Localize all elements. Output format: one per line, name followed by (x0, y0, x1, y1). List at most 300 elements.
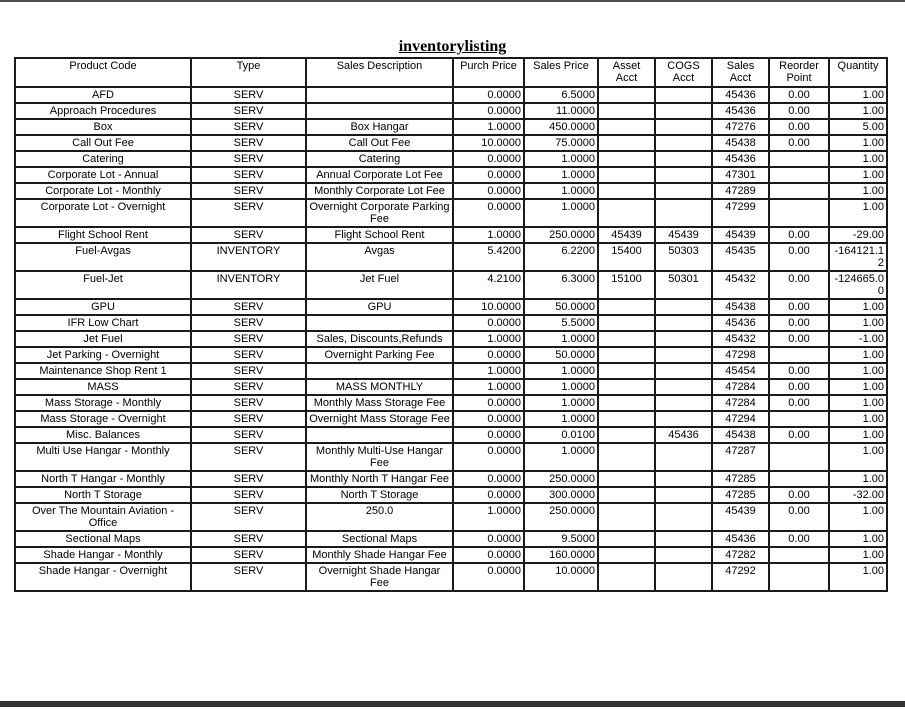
table-cell: 1.00 (829, 87, 887, 103)
column-header: Type (191, 58, 306, 87)
table-cell: 1.00 (829, 363, 887, 379)
table-cell: 10.0000 (453, 135, 524, 151)
table-cell (598, 199, 655, 227)
table-cell: 1.00 (829, 315, 887, 331)
table-cell (598, 487, 655, 503)
table-cell (306, 315, 453, 331)
table-cell: Corporate Lot - Monthly (15, 183, 191, 199)
table-cell: 1.00 (829, 503, 887, 531)
table-cell: Fuel-Avgas (15, 243, 191, 271)
table-cell (598, 395, 655, 411)
table-cell: Corporate Lot - Overnight (15, 199, 191, 227)
table-cell: Flight School Rent (15, 227, 191, 243)
table-cell: 1.0000 (453, 227, 524, 243)
table-row (15, 503, 887, 531)
table-cell: 0.0000 (453, 563, 524, 591)
table-cell: Multi Use Hangar - Monthly (15, 443, 191, 471)
table-cell: SERV (191, 103, 306, 119)
table-cell: Monthly Mass Storage Fee (306, 395, 453, 411)
table-cell: 1.00 (829, 531, 887, 547)
table-cell: 0.0000 (453, 471, 524, 487)
table-cell: 450.0000 (524, 119, 598, 135)
table-cell (598, 379, 655, 395)
table-cell: 45439 (712, 227, 769, 243)
table-cell: 50.0000 (524, 347, 598, 363)
table-cell: 50301 (655, 271, 712, 299)
table-cell (655, 151, 712, 167)
table-cell (598, 443, 655, 471)
table-cell: Maintenance Shop Rent 1 (15, 363, 191, 379)
table-cell: 10.0000 (453, 299, 524, 315)
table-cell (769, 183, 829, 199)
table-cell: SERV (191, 471, 306, 487)
page-bottom-edge (0, 701, 905, 707)
table-cell: SERV (191, 547, 306, 563)
table-cell: 1.00 (829, 135, 887, 151)
table-cell: 1.0000 (524, 151, 598, 167)
table-cell: Jet Fuel (306, 271, 453, 299)
table-cell (769, 471, 829, 487)
table-cell: 45436 (655, 427, 712, 443)
page-top-edge (0, 0, 905, 2)
table-cell: Catering (306, 151, 453, 167)
table-cell: MASS (15, 379, 191, 395)
table-cell: 0.0000 (453, 167, 524, 183)
table-cell: 45436 (712, 87, 769, 103)
table-cell: 1.00 (829, 563, 887, 591)
table-cell: SERV (191, 503, 306, 531)
table-cell: SERV (191, 395, 306, 411)
table-cell (769, 411, 829, 427)
table-cell: 5.00 (829, 119, 887, 135)
table-cell: 1.0000 (453, 363, 524, 379)
table-cell: 6.5000 (524, 87, 598, 103)
column-header: Quantity (829, 58, 887, 87)
table-cell: 1.00 (829, 347, 887, 363)
table-row (15, 103, 887, 119)
table-cell: 45436 (712, 315, 769, 331)
table-cell: SERV (191, 119, 306, 135)
table-cell: 0.0000 (453, 347, 524, 363)
table-cell (598, 183, 655, 199)
table-cell: 1.0000 (524, 331, 598, 347)
table-cell (598, 363, 655, 379)
table-cell: 0.00 (769, 427, 829, 443)
table-cell: 45432 (712, 331, 769, 347)
table-cell: 0.0000 (453, 87, 524, 103)
table-cell: Jet Parking - Overnight (15, 347, 191, 363)
table-row (15, 379, 887, 395)
table-cell (655, 135, 712, 151)
table-cell: -1.00 (829, 331, 887, 347)
table-cell (655, 503, 712, 531)
table-cell: -124665.00 (829, 271, 887, 299)
table-cell (655, 167, 712, 183)
page-title: inventorylisting (398, 38, 507, 55)
table-row (15, 427, 887, 443)
table-cell: 45438 (712, 299, 769, 315)
table-cell: INVENTORY (191, 271, 306, 299)
table-cell (769, 547, 829, 563)
table-cell (655, 119, 712, 135)
table-cell: SERV (191, 151, 306, 167)
table-row (15, 395, 887, 411)
table-cell (769, 443, 829, 471)
table-cell: 250.0000 (524, 227, 598, 243)
table-row (15, 347, 887, 363)
table-cell (769, 151, 829, 167)
table-cell: 0.00 (769, 243, 829, 271)
table-cell: 1.0000 (453, 119, 524, 135)
table-cell: SERV (191, 315, 306, 331)
table-row (15, 199, 887, 227)
column-header: COGS Acct (655, 58, 712, 87)
table-cell: 1.00 (829, 167, 887, 183)
table-cell: 0.00 (769, 363, 829, 379)
table-cell: 0.0000 (453, 547, 524, 563)
table-cell: 0.00 (769, 135, 829, 151)
table-cell: SERV (191, 299, 306, 315)
table-cell: 0.0000 (453, 411, 524, 427)
table-cell: 0.0000 (453, 427, 524, 443)
table-cell: 1.00 (829, 411, 887, 427)
table-cell: 250.0000 (524, 503, 598, 531)
table-cell: 4.2100 (453, 271, 524, 299)
table-cell: 47298 (712, 347, 769, 363)
table-cell: 0.00 (769, 271, 829, 299)
table-cell: Overnight Mass Storage Fee (306, 411, 453, 427)
column-header: Product Code (15, 58, 191, 87)
table-row (15, 167, 887, 183)
table-row (15, 547, 887, 563)
table-cell: 300.0000 (524, 487, 598, 503)
table-cell: IFR Low Chart (15, 315, 191, 331)
table-cell (655, 103, 712, 119)
table-cell (655, 395, 712, 411)
table-cell: North T Storage (15, 487, 191, 503)
table-cell: SERV (191, 199, 306, 227)
table-cell: 47282 (712, 547, 769, 563)
table-cell: 1.00 (829, 471, 887, 487)
table-cell: SERV (191, 487, 306, 503)
table-cell (655, 547, 712, 563)
table-cell (655, 563, 712, 591)
table-cell: GPU (15, 299, 191, 315)
table-cell (655, 87, 712, 103)
table-cell: 1.0000 (524, 167, 598, 183)
table-cell (306, 363, 453, 379)
table-cell: 47294 (712, 411, 769, 427)
table-cell: SERV (191, 411, 306, 427)
table-cell (598, 331, 655, 347)
table-cell: Flight School Rent (306, 227, 453, 243)
table-cell: SERV (191, 183, 306, 199)
table-cell: Overnight Shade Hangar Fee (306, 563, 453, 591)
table-cell (655, 411, 712, 427)
table-cell: 0.00 (769, 119, 829, 135)
table-cell: Call Out Fee (15, 135, 191, 151)
table-cell: SERV (191, 379, 306, 395)
table-row (15, 243, 887, 271)
table-cell (598, 151, 655, 167)
table-cell: Over The Mountain Aviation - Office (15, 503, 191, 531)
table-cell: North T Hangar - Monthly (15, 471, 191, 487)
table-cell: 1.00 (829, 183, 887, 199)
table-cell: MASS MONTHLY (306, 379, 453, 395)
table-cell: 1.0000 (524, 379, 598, 395)
table-cell (655, 331, 712, 347)
table-cell: Sectional Maps (306, 531, 453, 547)
table-cell (306, 427, 453, 443)
table-row (15, 315, 887, 331)
table-cell: 50.0000 (524, 299, 598, 315)
table-cell (598, 119, 655, 135)
table-cell: 10.0000 (524, 563, 598, 591)
table-row (15, 471, 887, 487)
table-cell: 45436 (712, 531, 769, 547)
table-cell: AFD (15, 87, 191, 103)
table-cell: 1.0000 (453, 331, 524, 347)
table-cell: 0.0000 (453, 315, 524, 331)
table-cell: 0.00 (769, 227, 829, 243)
table-cell: 47284 (712, 395, 769, 411)
table-cell: 1.00 (829, 395, 887, 411)
table-cell: SERV (191, 331, 306, 347)
table-row (15, 411, 887, 427)
column-header: Purch Price (453, 58, 524, 87)
table-cell: SERV (191, 227, 306, 243)
table-cell: SERV (191, 167, 306, 183)
table-cell: SERV (191, 427, 306, 443)
table-cell: 45432 (712, 271, 769, 299)
table-cell (598, 135, 655, 151)
table-cell: 0.00 (769, 503, 829, 531)
table-cell: 6.3000 (524, 271, 598, 299)
table-cell: -164121.12 (829, 243, 887, 271)
table-cell (655, 531, 712, 547)
table-cell: INVENTORY (191, 243, 306, 271)
table-cell: Shade Hangar - Monthly (15, 547, 191, 563)
column-header: Asset Acct (598, 58, 655, 87)
table-cell: 50303 (655, 243, 712, 271)
table-cell: Box Hangar (306, 119, 453, 135)
table-cell: 45435 (712, 243, 769, 271)
table-cell: Fuel-Jet (15, 271, 191, 299)
table-cell: 1.00 (829, 443, 887, 471)
table-cell: 160.0000 (524, 547, 598, 563)
table-cell: 1.0000 (524, 199, 598, 227)
table-cell: 0.00 (769, 487, 829, 503)
table-cell: 0.00 (769, 395, 829, 411)
table-row (15, 563, 887, 591)
table-cell: Call Out Fee (306, 135, 453, 151)
table-cell: 45439 (598, 227, 655, 243)
inventory-table-body (15, 87, 887, 591)
table-row (15, 331, 887, 347)
table-cell: 45436 (712, 151, 769, 167)
table-cell (598, 547, 655, 563)
table-cell: Sectional Maps (15, 531, 191, 547)
table-cell: GPU (306, 299, 453, 315)
table-cell: 9.5000 (524, 531, 598, 547)
table-row (15, 443, 887, 471)
column-header: Sales Acct (712, 58, 769, 87)
table-row (15, 363, 887, 379)
table-cell (306, 87, 453, 103)
table-cell: 45454 (712, 363, 769, 379)
table-cell: 15400 (598, 243, 655, 271)
table-row (15, 487, 887, 503)
table-row (15, 183, 887, 199)
table-cell: -29.00 (829, 227, 887, 243)
table-header-row (15, 58, 887, 87)
table-cell: Catering (15, 151, 191, 167)
table-cell: 5.5000 (524, 315, 598, 331)
table-cell: 0.0000 (453, 531, 524, 547)
table-cell: 0.0000 (453, 103, 524, 119)
table-cell: 0.0000 (453, 199, 524, 227)
column-header: Reorder Point (769, 58, 829, 87)
table-cell: 47284 (712, 379, 769, 395)
table-cell: Monthly Corporate Lot Fee (306, 183, 453, 199)
table-cell: 0.00 (769, 531, 829, 547)
table-cell: Avgas (306, 243, 453, 271)
table-cell (598, 427, 655, 443)
table-row (15, 271, 887, 299)
table-cell: 0.0100 (524, 427, 598, 443)
table-cell (598, 103, 655, 119)
table-cell: 45439 (655, 227, 712, 243)
table-row (15, 119, 887, 135)
table-cell: 47292 (712, 563, 769, 591)
table-cell (655, 299, 712, 315)
table-row (15, 299, 887, 315)
table-cell (598, 315, 655, 331)
table-cell: SERV (191, 135, 306, 151)
table-cell: 45439 (712, 503, 769, 531)
table-cell (655, 347, 712, 363)
table-cell: 11.0000 (524, 103, 598, 119)
table-cell: 0.0000 (453, 395, 524, 411)
table-cell (598, 503, 655, 531)
table-cell: SERV (191, 87, 306, 103)
table-cell (769, 347, 829, 363)
table-cell: Overnight Parking Fee (306, 347, 453, 363)
table-cell (769, 199, 829, 227)
table-cell: 0.00 (769, 379, 829, 395)
table-row (15, 151, 887, 167)
table-cell (655, 183, 712, 199)
table-cell: 47276 (712, 119, 769, 135)
table-cell: 0.00 (769, 299, 829, 315)
table-cell (655, 315, 712, 331)
table-cell (655, 199, 712, 227)
table-cell (598, 411, 655, 427)
table-cell: SERV (191, 363, 306, 379)
table-cell: -32.00 (829, 487, 887, 503)
table-cell: 6.2200 (524, 243, 598, 271)
table-cell: 0.0000 (453, 487, 524, 503)
table-cell (655, 363, 712, 379)
table-cell: 0.0000 (453, 443, 524, 471)
table-cell: Box (15, 119, 191, 135)
table-cell (598, 347, 655, 363)
table-cell: 15100 (598, 271, 655, 299)
table-cell: 1.0000 (453, 503, 524, 531)
table-cell (598, 563, 655, 591)
table-cell: 1.00 (829, 199, 887, 227)
table-cell (655, 487, 712, 503)
table-cell: 0.00 (769, 315, 829, 331)
table-cell (598, 167, 655, 183)
table-cell: 0.00 (769, 103, 829, 119)
table-cell: 1.0000 (524, 363, 598, 379)
table-cell: Annual Corporate Lot Fee (306, 167, 453, 183)
table-cell: 45438 (712, 135, 769, 151)
table-cell: 1.00 (829, 427, 887, 443)
table-cell: 1.0000 (524, 395, 598, 411)
table-cell: 1.00 (829, 547, 887, 563)
table-cell: 1.0000 (524, 443, 598, 471)
table-cell: 47285 (712, 471, 769, 487)
table-cell: 47285 (712, 487, 769, 503)
column-header: Sales Price (524, 58, 598, 87)
table-cell: 250.0 (306, 503, 453, 531)
table-cell: 1.00 (829, 299, 887, 315)
table-cell (769, 563, 829, 591)
table-cell: SERV (191, 563, 306, 591)
table-row (15, 135, 887, 151)
table-cell: 0.00 (769, 331, 829, 347)
table-cell: 5.4200 (453, 243, 524, 271)
table-cell (598, 87, 655, 103)
table-cell: 0.0000 (453, 151, 524, 167)
table-cell: Monthly Shade Hangar Fee (306, 547, 453, 563)
table-cell: 250.0000 (524, 471, 598, 487)
table-cell: Overnight Corporate Parking Fee (306, 199, 453, 227)
table-cell: 1.0000 (524, 183, 598, 199)
table-row (15, 531, 887, 547)
table-cell: 75.0000 (524, 135, 598, 151)
table-cell: Mass Storage - Monthly (15, 395, 191, 411)
table-row (15, 227, 887, 243)
table-cell: Monthly Multi-Use Hangar Fee (306, 443, 453, 471)
table-cell: Mass Storage - Overnight (15, 411, 191, 427)
table-cell: 1.0000 (453, 379, 524, 395)
table-cell (655, 471, 712, 487)
table-cell: Misc. Balances (15, 427, 191, 443)
table-cell: North T Storage (306, 487, 453, 503)
table-cell (598, 299, 655, 315)
table-row (15, 87, 887, 103)
table-cell (655, 443, 712, 471)
table-cell: 1.0000 (524, 411, 598, 427)
table-cell: 45436 (712, 103, 769, 119)
table-cell: 1.00 (829, 379, 887, 395)
table-cell: Jet Fuel (15, 331, 191, 347)
table-cell: SERV (191, 531, 306, 547)
table-cell (598, 471, 655, 487)
table-cell: 0.00 (769, 87, 829, 103)
table-cell: Sales, Discounts,Refunds (306, 331, 453, 347)
table-cell: SERV (191, 443, 306, 471)
table-cell: 47289 (712, 183, 769, 199)
table-cell: Shade Hangar - Overnight (15, 563, 191, 591)
column-header: Sales Description (306, 58, 453, 87)
table-cell: Corporate Lot - Annual (15, 167, 191, 183)
table-cell: 47299 (712, 199, 769, 227)
table-cell (655, 379, 712, 395)
